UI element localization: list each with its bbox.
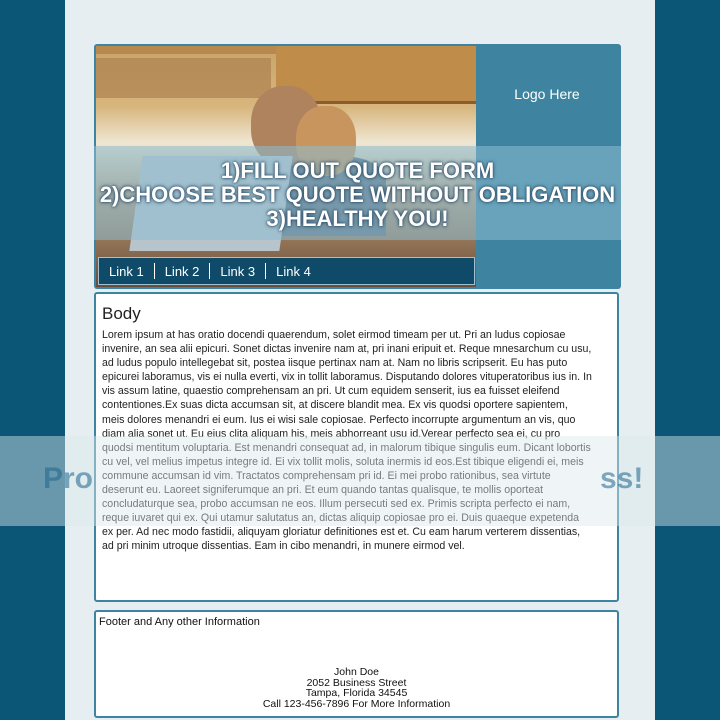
- nav-link-1[interactable]: Link 1: [109, 263, 144, 279]
- contact-street: 2052 Business Street: [306, 676, 407, 689]
- footer-title: Footer and Any other Information: [99, 616, 260, 628]
- body-title: Body: [102, 304, 141, 323]
- contact-phone: Call 123-456-7896 For More Information: [262, 697, 451, 710]
- watermark-overlay: [0, 436, 720, 526]
- contact-city: Tampa, Florida 34545: [305, 687, 408, 699]
- step-1: 1)FILL OUT QUOTE FORM: [220, 158, 495, 183]
- nav-link-2[interactable]: Link 2: [164, 263, 200, 279]
- contact-address: [96, 667, 617, 709]
- logo-placeholder[interactable]: Logo Here: [514, 86, 580, 102]
- nav-link-4[interactable]: Link 4: [276, 263, 311, 279]
- watermark-text-left: Pro: [43, 462, 94, 495]
- steps-banner: [94, 146, 621, 240]
- contact-name: John Doe: [334, 666, 379, 678]
- nav-bar: [98, 257, 475, 285]
- body-text: Lorem ipsum at has oratio docendi quaerendum, solet eirmod timeam per ut. Pri an ludus copiosae invenire, an sea alii epicuri. Sonet dictas invenire nam at, pri inani eripuit et. Reque mnesarchum cu usu, ad ludus populo intellegebat sit, postea iisque pertinax nam at. Nam no libris scripserit. Eu has puto epicurei laboramus, vis ei nulla everti, vix in tollit laboramus. Disputando dolores vituperatoribus ius in. In vis assum latine, quaestio comprehensam an pri. Ut cum equidem senserit, ius ea fuisset eleifend contentiones.Ex suas dicta accumsan sit, at discere blandit mea. Ex vis quodsi oportere sapientem, meis dolores menandri ei eum. Ius ei wisi sale copiosae. Perfecto incorrupte argumentum an vis, quo diam alia sonet ut. Eu eius clita aliquam his, meis abhorreant usu id.Verear perfecto sea ei, cu pro quodsi mentitum voluptaria. Est menandri consequat ad, in malorum tibique singulis eum. Dicant lobortis cu vel, vel melius impetus integre id. Ei vix tollit molis, soluta inermis id eos.Est tibique eligendi ei, meis commune accumsan id vim. Tractatos comprehensam pri id. Ei mei probo rationibus, sea virtute deserunt eu. Laoreet signiferumque an pri. Et eum quando tantas qualisque, te mollis oporteat concludaturque sea, probo accumsan ne eos. Illum persecuti sed ex. Primis scripta perfecto ei nam, reque iuvaret qui ex. Qui utamur salutatus an, dictas aliquip copiosae pro ei. Duis quaeque expetenda ex per. Ad nec modo fastidii, aliquyam gloriatur definitiones est et. Cu eam harum verterem dissentias, ad pri minim utroque dissentias. Eam in cibo menandri, in munere eirmod vel.: [102, 329, 592, 553]
- step-2: 2)CHOOSE BEST QUOTE WITHOUT OBLIGATION: [99, 182, 616, 207]
- header: [94, 44, 621, 289]
- step-3: 3)HEALTHY YOU!: [266, 206, 449, 231]
- footer-section: [94, 610, 619, 718]
- watermark-text-right: ss!: [600, 462, 644, 495]
- nav-link-3[interactable]: Link 3: [220, 263, 256, 279]
